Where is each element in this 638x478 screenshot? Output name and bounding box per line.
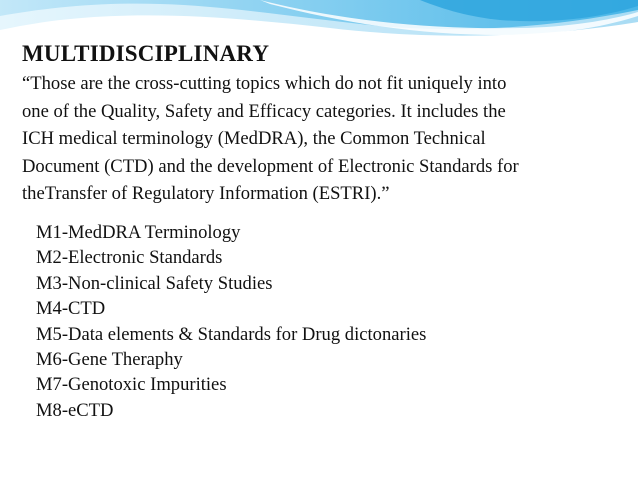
guideline-item: M5-Data elements & Standards for Drug dictonaries: [36, 323, 427, 345]
quote-line: ICH medical terminology (MedDRA), the Common Technical: [22, 128, 486, 149]
guideline-item: M1-MedDRA Terminology: [36, 222, 241, 243]
quote-line: “Those are the cross-cutting topics which do not fit uniquely into: [22, 73, 507, 94]
guideline-item: M8-eCTD: [36, 399, 114, 421]
slide-title: MULTIDISCIPLINARY: [22, 41, 270, 66]
guideline-item: M4-CTD: [36, 298, 106, 320]
guideline-item: M7-Genotoxic Impurities: [36, 374, 227, 396]
guideline-item: M3-Non-clinical Safety Studies: [36, 272, 273, 294]
quote-line: theTransfer of Regulatory Information (ESTRI).”: [22, 183, 390, 204]
guideline-item: M2-Electronic Standards: [36, 247, 223, 269]
quote-line: Document (CTD) and the development of Electronic Standards for: [22, 155, 519, 177]
guideline-list: [36, 220, 426, 423]
quote-line: one of the Quality, Safety and Efficacy categories. It includes the: [22, 100, 506, 122]
guideline-item: M6-Gene Theraphy: [36, 349, 183, 371]
intro-quote: [22, 70, 628, 208]
